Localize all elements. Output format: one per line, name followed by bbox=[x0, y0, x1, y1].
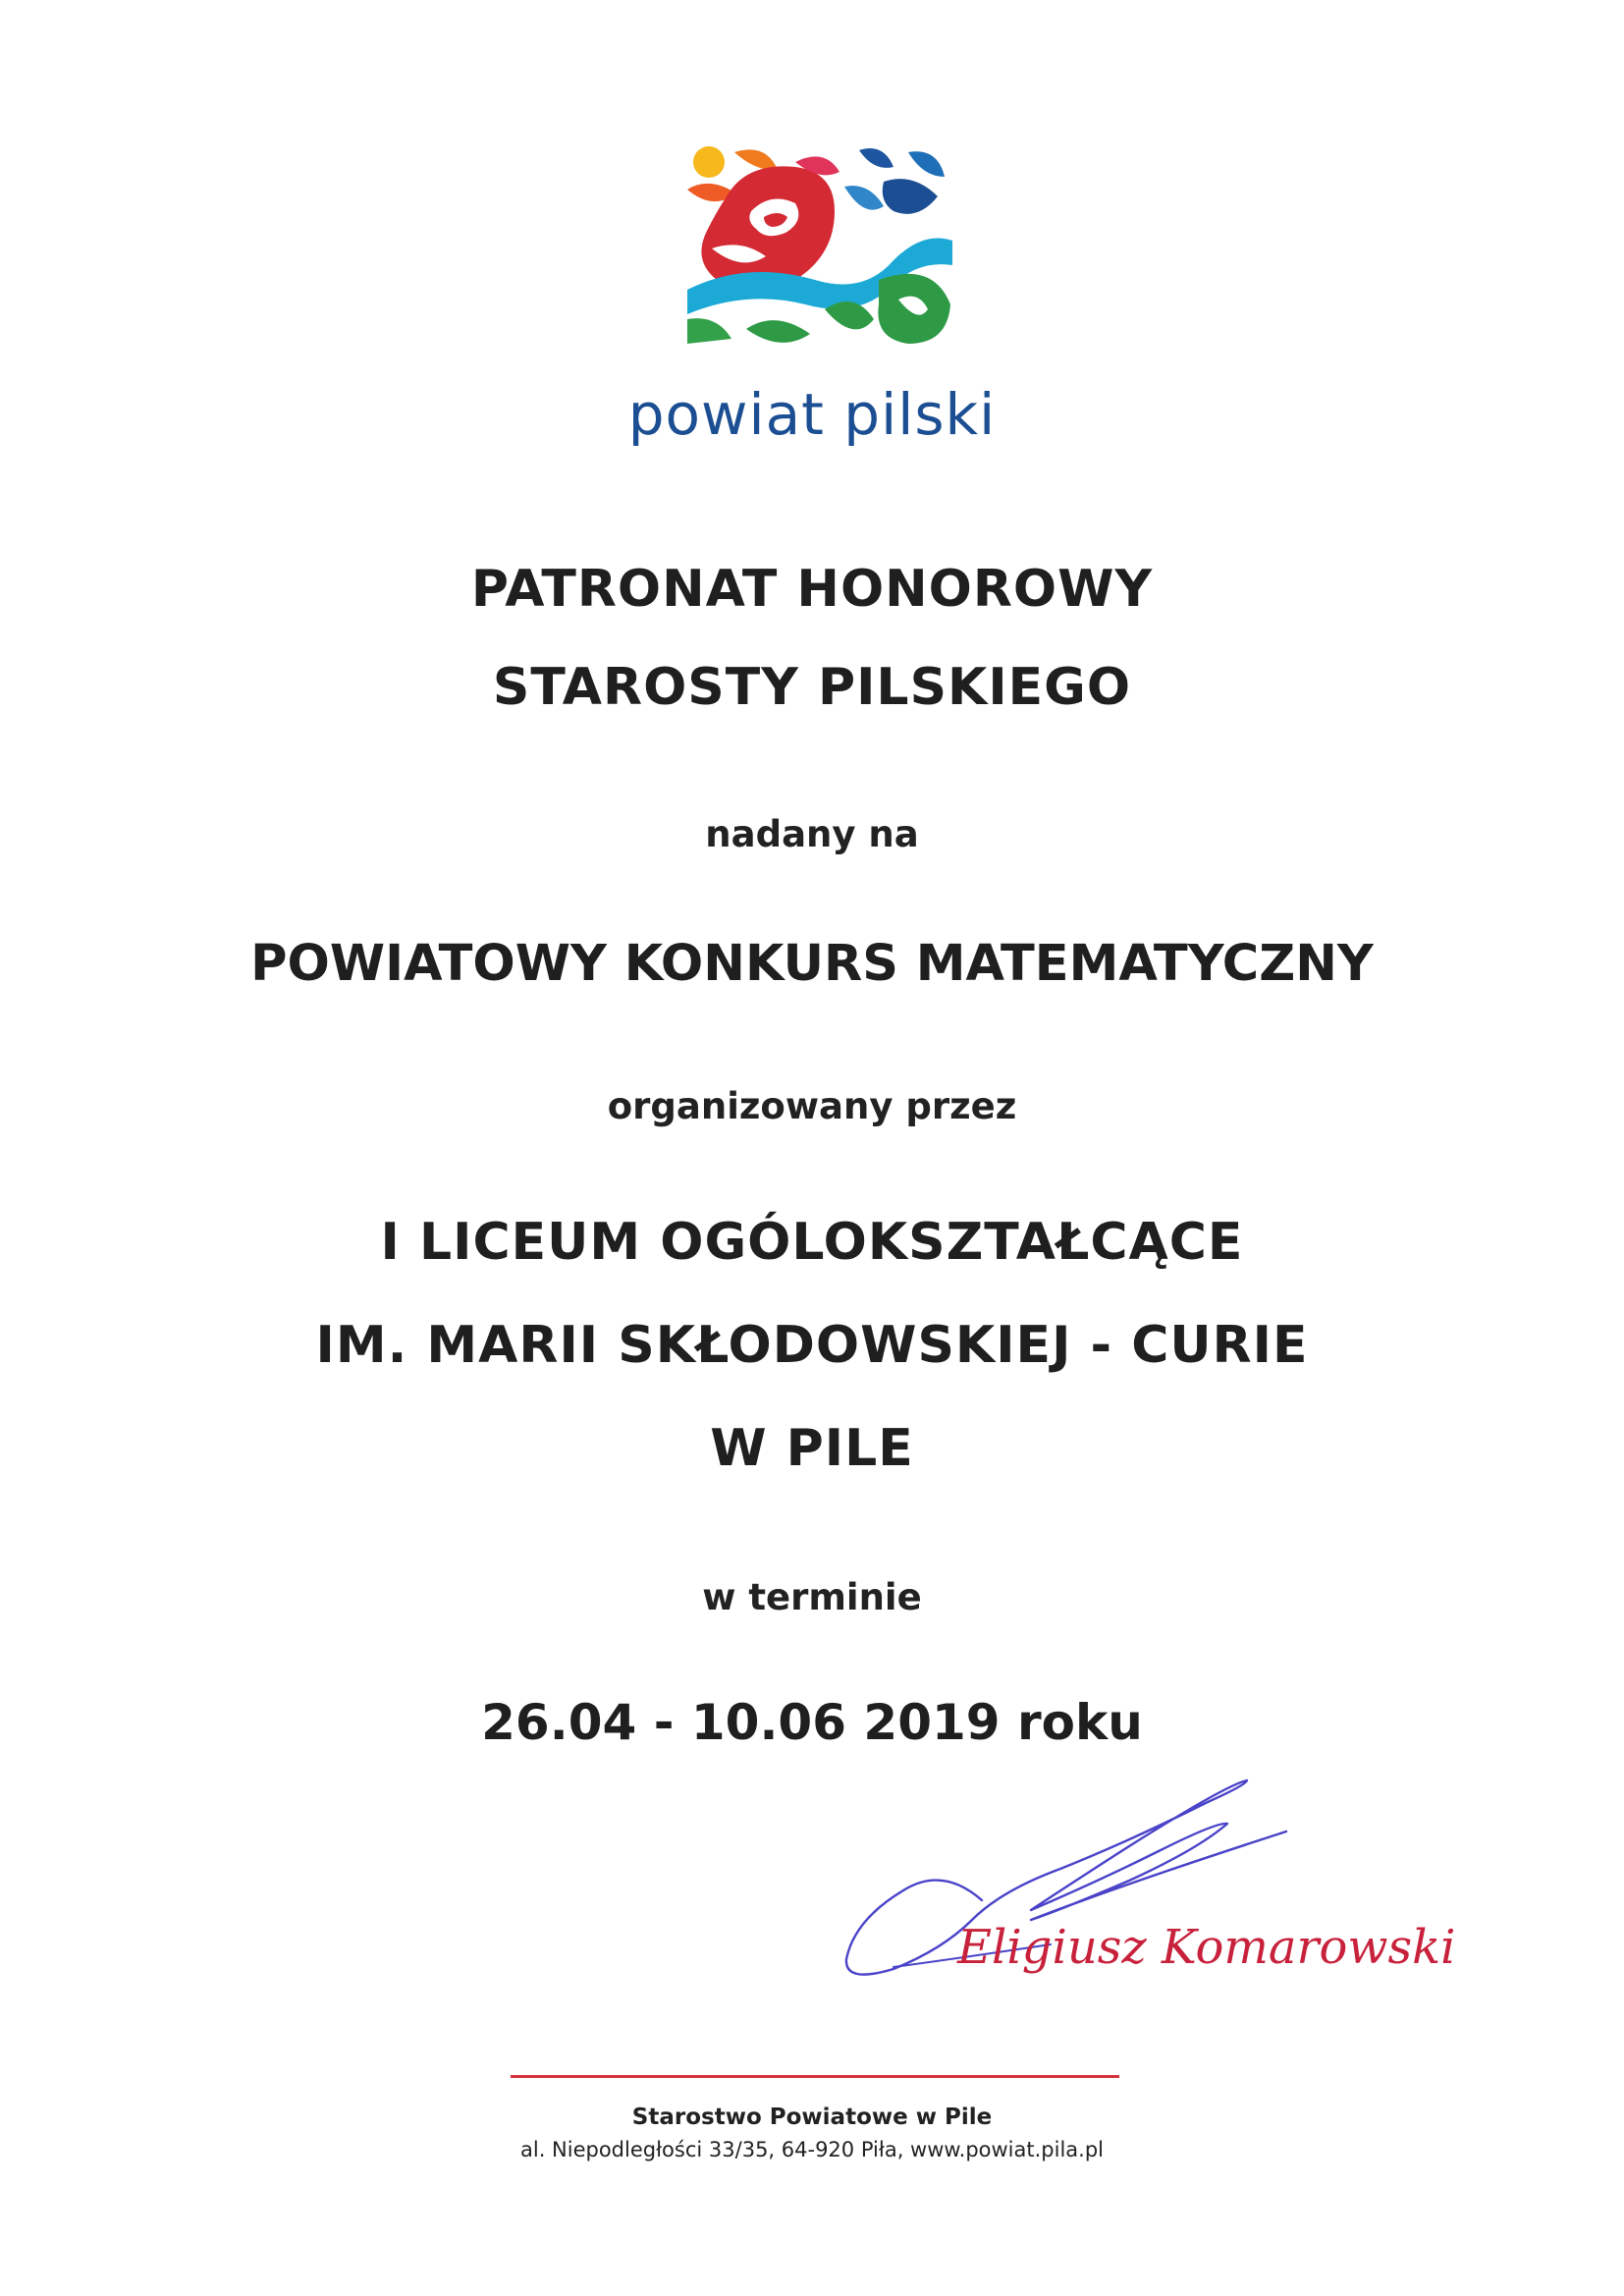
flower-emblem-icon bbox=[687, 142, 952, 349]
term-label: w terminie bbox=[702, 1576, 922, 1618]
organizer-line-1: I LICEUM OGÓLOKSZTAŁCĄCE bbox=[380, 1213, 1244, 1272]
footer-office-name: Starostwo Powiatowe w Pile bbox=[631, 2105, 993, 2130]
powiat-emblem-logo bbox=[687, 142, 952, 349]
footer-divider bbox=[511, 2075, 1119, 2078]
footer-address: al. Niepodległości 33/35, 64-920 Piła, www.powiat.pila.pl bbox=[519, 2138, 1105, 2161]
heading-line-2: STAROSTY PILSKIEGO bbox=[492, 658, 1132, 717]
signatory-name: Eligiusz Komarowski bbox=[957, 1920, 1456, 1975]
organizer-line-2: IM. MARII SKŁODOWSKIEJ - CURIE bbox=[315, 1316, 1309, 1375]
contest-name: POWIATOWY KONKURS MATEMATYCZNY bbox=[250, 935, 1374, 993]
organizer-line-3: W PILE bbox=[710, 1419, 914, 1478]
logo-wordmark: powiat pilski bbox=[627, 381, 997, 448]
organized-by-label: organizowany przez bbox=[607, 1085, 1017, 1127]
heading-line-1: PATRONAT HONOROWY bbox=[470, 560, 1154, 619]
date-range: 26.04 - 10.06 2019 roku bbox=[481, 1694, 1143, 1751]
granted-for-label: nadany na bbox=[705, 813, 919, 855]
